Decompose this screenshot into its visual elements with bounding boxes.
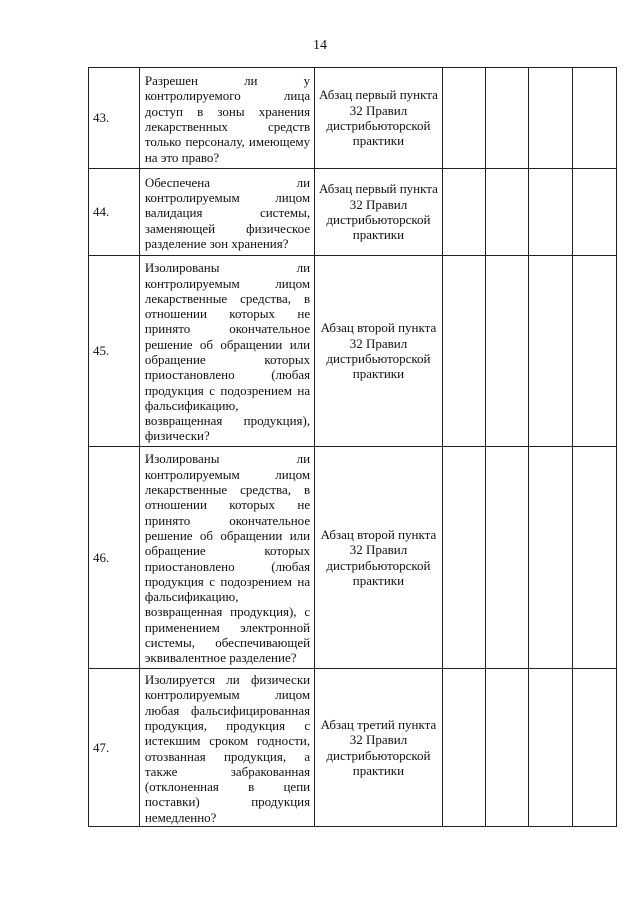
row-number: 44.	[89, 169, 140, 256]
answer-cell-no	[486, 169, 529, 256]
row-reference: Абзац первый пункта 32 Правил дистрибьюторской практики	[315, 169, 443, 256]
row-number: 46.	[89, 447, 140, 669]
answer-cell-yes	[442, 68, 485, 169]
answer-cell-no	[486, 447, 529, 669]
row-question	[139, 669, 314, 827]
row-question	[139, 169, 314, 256]
row-number: 45.	[89, 256, 140, 447]
row-reference: Абзац первый пункта 32 Правил дистрибьюторской практики	[315, 68, 443, 169]
answer-cell-note	[572, 68, 616, 169]
answer-cell-no	[486, 256, 529, 447]
row-question	[139, 256, 314, 447]
question-text: Обеспечена ли контролируемым лицом валидация системы, заменяющей физическое разделение зон хранения?	[144, 174, 311, 251]
answer-cell-note	[572, 169, 616, 256]
answer-cell-yes	[442, 447, 485, 669]
answer-cell-na	[529, 669, 572, 827]
question-text: Изолированы ли контролируемым лицом лекарственные средства, в отношении которых не принято окончательное решение об обращении или обращение которых приостановлено (любая продукция с подозрением на фальсификацию, возвращенная продукция), с применением электронной системы, обеспечивающей эквивалентное разделение?	[144, 451, 311, 666]
question-text: Разрешен ли у контролируемого лица доступ в зоны хранения лекарственных средств только персоналу, имеющему на это право?	[144, 73, 311, 165]
page-number: 14	[313, 38, 327, 53]
row-question	[139, 447, 314, 669]
answer-cell-na	[529, 256, 572, 447]
answer-cell-yes	[442, 669, 485, 827]
row-number: 43.	[89, 68, 140, 169]
row-question	[139, 68, 314, 169]
row-number: 47.	[89, 669, 140, 827]
row-reference: Абзац второй пункта 32 Правил дистрибьюторской практики	[315, 447, 443, 669]
answer-cell-yes	[442, 256, 485, 447]
table-row	[89, 68, 617, 169]
answer-cell-na	[529, 68, 572, 169]
question-text: Изолируется ли физически контролируемым лицом любая фальсифицированная продукция, продукция с истекшим сроком годности, отозванная продукция, а также забракованная (отклоненная в цепи поставки) продукция немедленно?	[144, 672, 311, 825]
table-row	[89, 256, 617, 447]
question-text: Изолированы ли контролируемым лицом лекарственные средства, в отношении которых не принято окончательное решение об обращении или обращение которых приостановлено (любая продукция с подозрением на фальсификацию, возвращенная продукция), физически?	[144, 260, 311, 444]
answer-cell-yes	[442, 169, 485, 256]
checklist-table	[88, 67, 617, 827]
answer-cell-no	[486, 68, 529, 169]
table-row	[89, 447, 617, 669]
table-row	[89, 169, 617, 256]
answer-cell-no	[486, 669, 529, 827]
answer-cell-note	[572, 256, 616, 447]
answer-cell-na	[529, 447, 572, 669]
row-reference: Абзац третий пункта 32 Правил дистрибьюторской практики	[315, 669, 443, 827]
answer-cell-note	[572, 669, 616, 827]
row-reference: Абзац второй пункта 32 Правил дистрибьюторской практики	[315, 256, 443, 447]
answer-cell-note	[572, 447, 616, 669]
answer-cell-na	[529, 169, 572, 256]
table-row	[89, 669, 617, 827]
